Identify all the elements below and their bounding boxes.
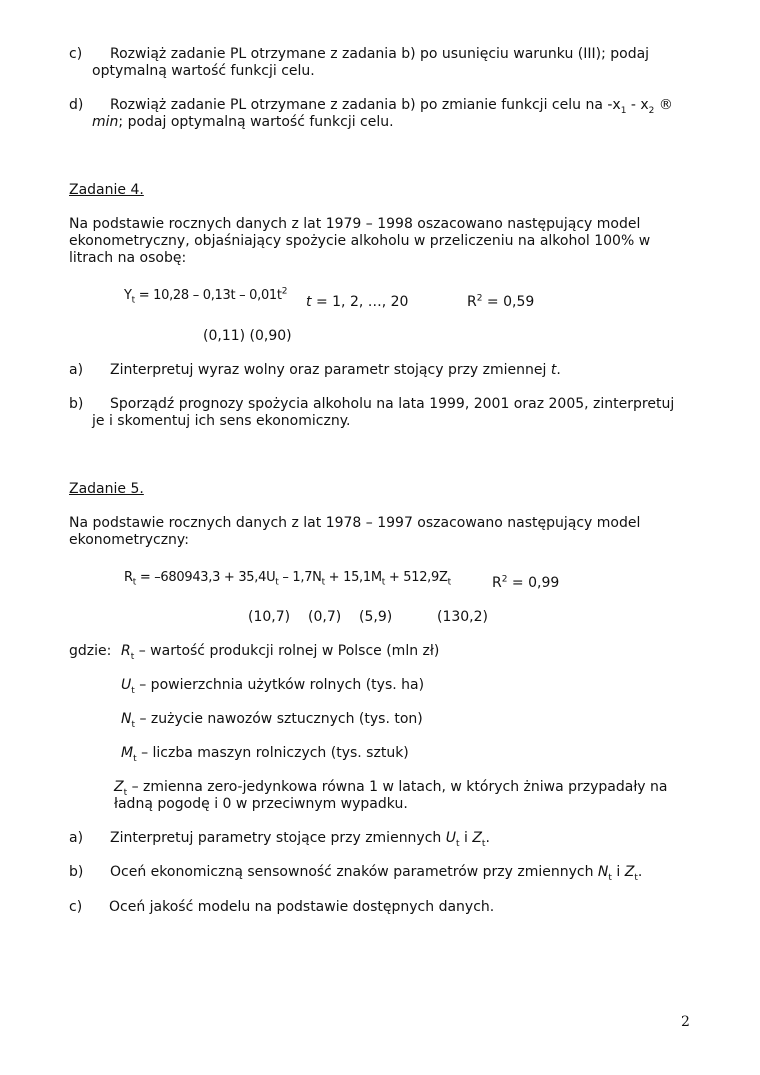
item-d-line1 — [110, 97, 673, 114]
task4-formula-lhs: Y — [124, 288, 132, 303]
task4-r2-label: R — [467, 294, 477, 310]
task4-a-end: . — [556, 362, 561, 378]
task4-a-line — [110, 362, 561, 379]
task5-def-u-var: U — [121, 677, 132, 693]
task4-formula-sub: t — [131, 295, 135, 306]
task5-heading: Zadanie 5. — [69, 481, 144, 497]
task5-def-r-var: R — [121, 643, 131, 659]
task5-b-line — [110, 864, 642, 881]
task5-a-s2: t — [481, 838, 486, 849]
page-number: 2 — [681, 1014, 690, 1030]
task5-a-label: a) — [69, 830, 84, 846]
task5-r2-label: R — [492, 575, 502, 591]
task5-def-r-sub: t — [130, 651, 135, 662]
task5-formula-lhs: R — [124, 570, 133, 585]
task5-def-z-text: – zmienna zero-jedynkowa równa 1 w latach, w których żniwa przypadały na — [127, 779, 668, 795]
task5-r2-sup: 2 — [501, 574, 508, 585]
task5-a-mid: i — [459, 830, 473, 846]
task5-def-m-sub: t — [133, 753, 137, 764]
task5-intro-line2: ekonometryczny: — [69, 532, 189, 548]
task4-r2-sup: 2 — [476, 293, 483, 304]
task5-def-z-line2: ładną pogodę i 0 w przeciwnym wypadku. — [114, 796, 408, 812]
task5-b-label: b) — [69, 864, 84, 880]
task5-b-v2: Z — [624, 864, 635, 880]
task5-b-v1: N — [597, 864, 609, 880]
task4-a-label: a) — [69, 362, 84, 378]
task5-def-u-sub: t — [131, 685, 135, 696]
task5-b-s2: t — [634, 872, 638, 883]
task4-intro-line3: litrach na osobę: — [69, 250, 187, 266]
task4-r2 — [467, 294, 534, 311]
task4-intro-line1: Na podstawie rocznych danych z lat 1979 – 1998 oszacowano następujący model — [69, 216, 641, 232]
task5-formula-sub-z: t — [447, 577, 451, 588]
task5-def-n-text: – zużycie nawozów sztucznych (tys. ton) — [135, 711, 423, 727]
item-d-sub1: 1 — [620, 105, 627, 116]
task5-formula-sub-n: t — [321, 577, 325, 588]
task4-a-var: t — [550, 362, 557, 378]
task4-a-text: Zinterpretuj wyraz wolny oraz parametr stojący przy zmiennej — [110, 362, 551, 378]
task5-a-v1: U — [445, 830, 456, 846]
task5-r2 — [492, 575, 559, 592]
task5-formula-sub-u: t — [275, 577, 279, 588]
item-d-line1b: - x — [626, 97, 649, 113]
task5-c-text: Oceń jakość modelu na podstawie dostępnych danych. — [109, 899, 495, 915]
task5-b-end: . — [637, 864, 643, 880]
task4-b-line1: Sporządź prognozy spożycia alkoholu na lata 1999, 2001 oraz 2005, zinterpretuj — [110, 396, 675, 412]
task5-b-s1: t — [608, 872, 612, 883]
task4-t-range — [306, 294, 408, 311]
item-d-label: d) — [69, 97, 84, 113]
task5-def-z-var: Z — [114, 779, 124, 795]
task5-c-label: c) — [69, 899, 83, 915]
item-d-min: min — [92, 114, 119, 130]
task5-formula-rhs4: + 512,9Z — [385, 570, 448, 585]
task5-def-z — [114, 779, 668, 796]
task4-intro-line2: ekonometryczny, objaśniający spożycie alkoholu w przeliczeniu na alkohol 100% w — [69, 233, 651, 249]
task5-a-line — [110, 830, 490, 847]
item-c-label: c) — [69, 46, 83, 62]
task5-error-3: (5,9) — [359, 609, 393, 625]
task5-error-2: (0,7) — [308, 609, 342, 625]
item-d-sub2: 2 — [648, 105, 655, 116]
task5-b-text: Oceń ekonomiczną sensowność znaków parametrów przy zmiennych — [110, 864, 598, 880]
task5-def-m-var: M — [121, 745, 134, 761]
task5-error-4: (130,2) — [437, 609, 489, 625]
item-c-line1: Rozwiąż zadanie PL otrzymane z zadania b) po usunięciu warunku (III); podaj — [110, 46, 650, 62]
task5-formula-sub: t — [132, 577, 136, 588]
task5-def-n-var: N — [121, 711, 132, 727]
task4-b-label: b) — [69, 396, 84, 412]
task5-a-text: Zinterpretuj parametry stojące przy zmiennych — [110, 830, 446, 846]
task5-a-end: . — [485, 830, 490, 846]
task5-gdzie: gdzie: — [69, 643, 112, 659]
task4-errors: (0,11) (0,90) — [203, 328, 292, 344]
task5-formula-rhs2: – 1,7N — [278, 570, 322, 585]
task5-a-s1: t — [456, 838, 460, 849]
task5-def-z-sub: t — [123, 787, 128, 798]
task4-b-line2: je i skomentuj ich sens ekonomiczny. — [92, 413, 351, 429]
task5-error-1: (10,7) — [248, 609, 291, 625]
task4-t-range-text: = 1, 2, …, 20 — [311, 294, 409, 310]
task5-def-n-sub: t — [131, 719, 136, 730]
item-d-line1a: Rozwiąż zadanie PL otrzymane z zadania b) po zmianie funkcji celu na -x — [110, 97, 621, 113]
task4-heading: Zadanie 4. — [69, 182, 144, 198]
task5-formula-sub-m: t — [381, 577, 385, 588]
task4-r2-value: = 0,59 — [482, 294, 535, 310]
task5-def-u — [121, 677, 424, 694]
task4-formula — [124, 287, 287, 304]
task5-formula-rhs1: = –680943,3 + 35,4U — [139, 570, 276, 585]
task5-def-m-text: – liczba maszyn rolniczych (tys. sztuk) — [136, 745, 409, 761]
item-d-line1c: ® — [654, 97, 673, 113]
item-d-line2-rest: ; podaj optymalną wartość funkcji celu. — [118, 114, 394, 130]
task4-formula-rhs: = 10,28 – 0,13t – 0,01t — [138, 288, 282, 303]
task5-def-n — [121, 711, 423, 728]
task5-formula-rhs3: + 15,1M — [324, 570, 382, 585]
task5-formula — [124, 569, 451, 586]
task5-intro-line1: Na podstawie rocznych danych z lat 1978 – 1997 oszacowano następujący model — [69, 515, 641, 531]
task5-def-u-text: – powierzchnia użytków rolnych (tys. ha) — [134, 677, 425, 693]
task4-formula-sup: 2 — [281, 286, 288, 297]
task5-def-r-text: – wartość produkcji rolnej w Polsce (mln zł) — [134, 643, 440, 659]
item-d-line2 — [92, 114, 394, 131]
item-c-line2: optymalną wartość funkcji celu. — [92, 63, 315, 79]
task5-a-v2: Z — [472, 830, 482, 846]
task4-t-var: t — [306, 294, 312, 310]
task5-r2-value: = 0,99 — [507, 575, 560, 591]
task5-def-m — [121, 745, 409, 762]
task5-b-mid: i — [611, 864, 625, 880]
task5-def-r — [121, 643, 439, 660]
